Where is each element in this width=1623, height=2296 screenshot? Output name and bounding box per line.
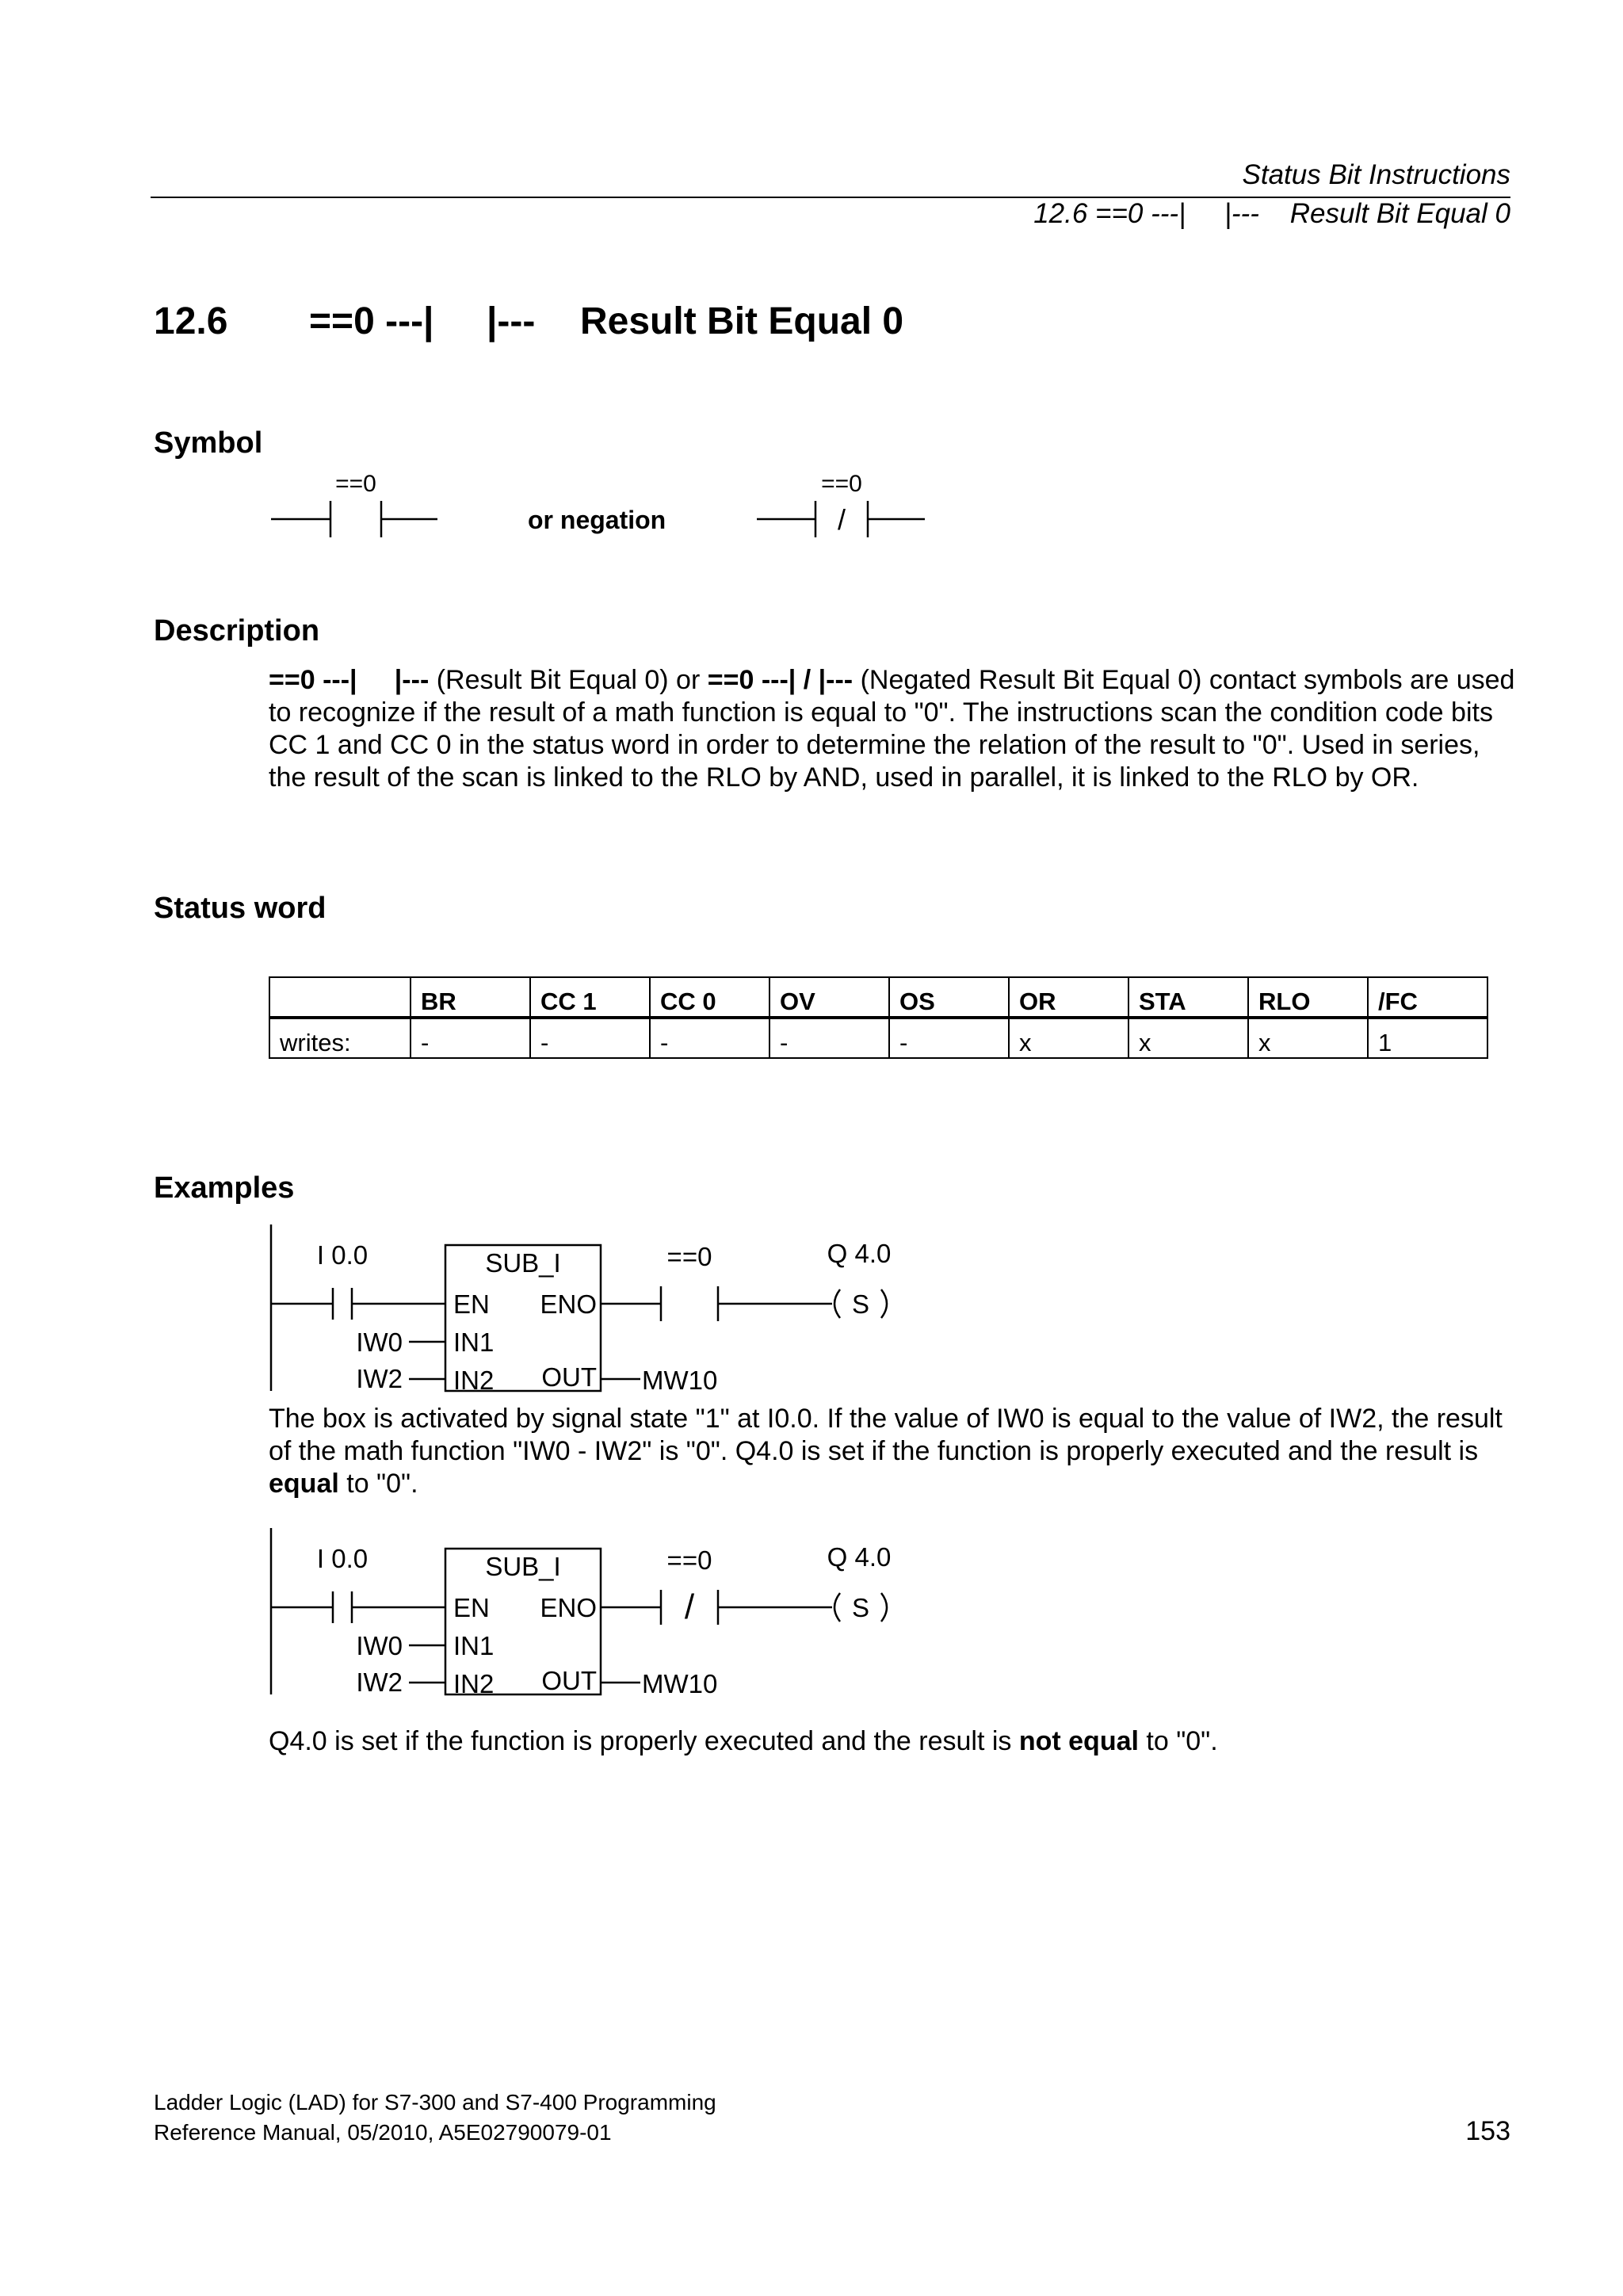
description-text — [269, 664, 1521, 794]
example-1-text-b: equal — [269, 1469, 339, 1499]
example-1-text-a: The box is activated by signal state "1" at I0.0. If the value of IW0 is equal to the value of IW2, the result of the math function "IW0 - IW2" is "0". Q4.0 is set if the function is properly executed and the result is — [269, 1404, 1503, 1466]
or-negation-label: or negation — [528, 506, 666, 534]
table-header-cell: STA — [1128, 977, 1248, 1018]
negation-slash: / — [837, 503, 846, 536]
contact-label: ==0 — [335, 471, 376, 497]
desc-symbol-2: ==0 ---| / |--- — [707, 665, 854, 695]
table-header-cell: /FC — [1368, 977, 1487, 1018]
table-header-cell: CC 1 — [530, 977, 650, 1018]
box-out: OUT — [541, 1666, 597, 1695]
symbol-diagram — [0, 468, 991, 555]
status-word-header-row — [269, 977, 1487, 1018]
ladder-diagram-2 — [0, 1520, 951, 1706]
example-2-text-a: Q4.0 is set if the function is properly executed and the result is — [269, 1726, 1019, 1756]
box-en: EN — [453, 1289, 490, 1319]
out-variable: MW10 — [642, 1669, 718, 1698]
table-cell: x — [1248, 1018, 1368, 1058]
compare-label: ==0 — [666, 1242, 712, 1271]
input-contact — [271, 1591, 445, 1623]
box-in2: IN2 — [453, 1669, 495, 1698]
example-2-text — [269, 1725, 1521, 1758]
table-cell: - — [769, 1018, 889, 1058]
table-cell: x — [1009, 1018, 1128, 1058]
example-1-text — [269, 1403, 1521, 1500]
table-cell: - — [889, 1018, 1009, 1058]
box-en: EN — [453, 1593, 490, 1622]
running-header-chapter — [1033, 198, 1510, 230]
status-word-heading: Status word — [154, 892, 327, 925]
table-header-cell — [269, 977, 411, 1018]
heading-symbol-a: ==0 ---| — [309, 300, 434, 342]
page-number: 153 — [1465, 2116, 1510, 2146]
table-cell: - — [411, 1018, 530, 1058]
description-heading: Description — [154, 614, 320, 648]
negated-contact-label: ==0 — [821, 471, 862, 497]
desc-symbol-1b: |--- — [394, 665, 430, 695]
table-header-cell: BR — [411, 977, 530, 1018]
running-header-title: Result Bit Equal 0 — [1289, 198, 1510, 229]
running-header-section: Status Bit Instructions — [1242, 159, 1510, 190]
in2-variable: IW2 — [356, 1668, 403, 1697]
out-variable: MW10 — [642, 1366, 718, 1395]
negation-slash: / — [684, 1587, 695, 1626]
coil-address: Q 4.0 — [827, 1239, 892, 1268]
box-eno: ENO — [540, 1289, 597, 1319]
box-name: SUB_I — [485, 1248, 561, 1278]
box-in1: IN1 — [453, 1631, 495, 1660]
heading-title: Result Bit Equal 0 — [580, 300, 904, 342]
footer-line-2: Reference Manual, 05/2010, A5E02790079-01 — [154, 2120, 612, 2145]
table-header-cell: OS — [889, 977, 1009, 1018]
input-address: I 0.0 — [316, 1240, 369, 1270]
heading-number: 12.6 — [154, 300, 228, 342]
table-header-cell: RLO — [1248, 977, 1368, 1018]
coil-set-label: S — [851, 1289, 870, 1319]
box-out: OUT — [541, 1362, 597, 1392]
examples-heading: Examples — [154, 1171, 295, 1205]
status-word-table — [269, 976, 1488, 1059]
desc-text-1: (Result Bit Equal 0) or — [429, 665, 708, 695]
example-1-text-c: to "0". — [338, 1469, 418, 1499]
table-header-cell: OV — [769, 977, 889, 1018]
box-name: SUB_I — [485, 1552, 561, 1581]
in1-variable: IW0 — [356, 1631, 403, 1660]
negated-compare-contact — [601, 1590, 832, 1625]
example-2-text-c: to "0". — [1138, 1726, 1218, 1756]
coil-set-label: S — [851, 1593, 870, 1622]
example-2-text-b: not equal — [1018, 1726, 1139, 1756]
footer-line-1: Ladder Logic (LAD) for S7-300 and S7-400 Programming — [154, 2090, 716, 2115]
input-address: I 0.0 — [316, 1544, 369, 1573]
table-cell: - — [650, 1018, 769, 1058]
ladder-diagram-1 — [0, 1217, 951, 1403]
table-cell: - — [530, 1018, 650, 1058]
compare-label: ==0 — [666, 1545, 712, 1575]
heading-symbol-b: |--- — [487, 300, 536, 342]
desc-symbol-1: ==0 ---| — [269, 665, 357, 695]
table-cell: 1 — [1368, 1018, 1487, 1058]
desc-text-2: (Negated Result Bit Equal 0) contact symbols are used to recognize if the result of a math function is equal to "0". The instructions scan the condition code bits CC 1 and CC 0 in the status word in order to determine the relation of the result to "0". Used in series, the result of the scan is linked to the RLO by AND, used in parallel, it is linked to the RLO by OR. — [269, 665, 1515, 793]
box-in2: IN2 — [453, 1366, 495, 1395]
table-header-cell: OR — [1009, 977, 1128, 1018]
table-row — [269, 1018, 1487, 1058]
contact-symbol — [271, 501, 437, 537]
compare-contact — [601, 1286, 832, 1321]
box-eno: ENO — [540, 1593, 597, 1622]
table-header-cell: CC 0 — [650, 977, 769, 1018]
in2-variable: IW2 — [356, 1364, 403, 1393]
coil-address: Q 4.0 — [827, 1542, 892, 1572]
table-cell: x — [1128, 1018, 1248, 1058]
box-in1: IN1 — [453, 1328, 495, 1357]
in1-variable: IW0 — [356, 1328, 403, 1357]
symbol-heading: Symbol — [154, 426, 263, 460]
input-contact — [271, 1288, 445, 1320]
table-cell: writes: — [269, 1018, 411, 1058]
running-header-num: 12.6 ==0 ---| — [1033, 198, 1186, 229]
running-header-sym: |--- — [1224, 198, 1259, 229]
